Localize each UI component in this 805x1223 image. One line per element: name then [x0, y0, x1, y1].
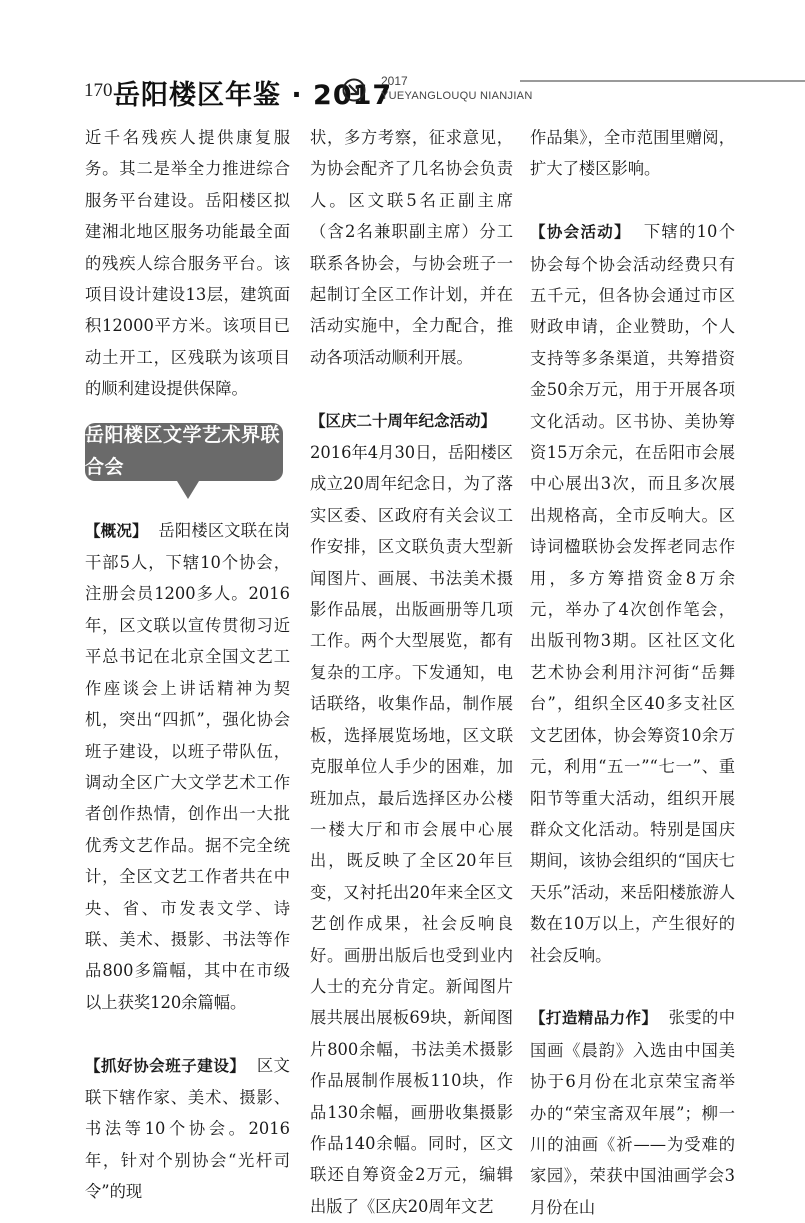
- column-1: [85, 122, 290, 1208]
- header-rule: [520, 80, 805, 82]
- page-header: [0, 68, 805, 112]
- heading-anniversary: 【区庆二十周年纪念活动】: [310, 411, 497, 430]
- heading-overview: 【概况】: [85, 521, 148, 540]
- paragraph-disability-service: 近千名残疾人提供康复服务。其二是举全力推进综合服务平台建设。岳阳楼区拟建湘北地区服务功能最全面的残疾人综合服务平台。该项目设计建设13层，建筑面积12000平方米。该项目已动土开工，区残联为该项目的顺利建设提供保障。: [85, 128, 290, 399]
- arrow-down-right-circle-icon: [342, 78, 366, 102]
- team-building-text: 区文联下辖作家、美术、摄影、书法等10个协会。2016年，针对个别协会“光杆司令”的现: [85, 1055, 290, 1202]
- paragraph-anniversary-cont: 作品集》，全市范围里赠阅，扩大了楼区影响。: [530, 128, 735, 179]
- header-year: 2017: [381, 74, 408, 88]
- paragraph-team-building-cont: 状，多方考察，征求意见，为协会配齐了几名协会负责人。区文联5名正副主席（含2名兼职副主席）分工联系各协会，与协会班子一起制订全区工作计划，并在活动实施中，全力配合，推动各项活动顺利开展。: [310, 128, 513, 367]
- header-pinyin: YUEYANGLOUQU NIANJIAN: [381, 90, 533, 102]
- heading-fine-works: 【打造精品力作】: [530, 1009, 658, 1028]
- heading-association-activities: 【协会活动】: [530, 223, 631, 242]
- section-banner-title: 岳阳楼区文学艺术界联合会: [85, 424, 281, 478]
- fine-works-text: 张雯的中国画《晨韵》入选由中国美协于6月份在北京荣宝斋举办的“荣宝斋双年展”；柳一川的油画《祈——为受难的家园》，荣获中国油画学会3月份在山: [530, 1008, 735, 1217]
- yearbook-title: 岳阳楼区年鉴 · 2017: [113, 80, 393, 111]
- column-3: [530, 122, 735, 1223]
- section-banner: [85, 423, 283, 481]
- heading-team-building: 【抓好协会班子建设】: [85, 1056, 246, 1075]
- paragraph-association-activities: [530, 216, 735, 971]
- page-number: 170: [84, 80, 113, 101]
- paragraph-anniversary: 2016年4月30日，岳阳楼区成立20周年纪念日，为了落实区委、区政府有关会议工作安排，区文联负责大型新闻图片、画展、书法美术摄影作品展，出版画册等几项工作。两个大型展览，都有复杂的工序。下发通知，电话联络，收集作品，制作展板，选择展览场地，区文联克服单位人手少的困难，加班加点，最后选择区办公楼一楼大厅和市会展中心展出，既反映了全区20年巨变，又衬托出20年来全区文艺创作成果，社会反响良好。画册出版后也受到业内人士的充分肯定。新闻图片展共展出展板69块，新闻图片800余幅，书法美术摄影作品展制作展板110块，作品130余幅，画册收集摄影作品140余幅。同时，区文联还自筹资金2万元，编辑出版了《区庆20周年文艺: [310, 443, 513, 1216]
- paragraph-fine-works: [530, 1002, 735, 1223]
- banner-pointer: [177, 481, 199, 499]
- paragraph-team-building: [85, 1050, 290, 1208]
- association-activities-text: 下辖的10个协会每个协会活动经费只有五千元，但各协会通过市区财政申请，企业赞助，个人支持等多条渠道，共筹措资金50余万元，用于开展各项文化活动。区书协、美协筹资15万余元，在岳阳市会展中心展出3次，而且多次展出规格高，全市反响大。区诗词楹联协会发挥老同志作用，多方筹措资金8万余元，举办了4次创作笔会，出版刊物3期。区社区文化艺术协会利用汴河街“岳舞台”，组织全区40多支社区文艺团体，协会筹资10余万元，利用“五一”“七一”、重阳节等重大活动，组织开展群众文化活动。特别是国庆期间，该协会组织的“国庆七天乐”活动，来岳阳楼旅游人数在10万以上，产生很好的社会反响。: [530, 222, 735, 965]
- paragraph-overview: [85, 515, 290, 1019]
- column-2: [310, 122, 513, 1222]
- overview-text: 岳阳楼区文联在岗干部5人，下辖10个协会，注册会员1200多人。2016年，区文联以宣传贯彻习近平总书记在北京全国文艺工作座谈会上讲话精神为契机，突出“四抓”，强化协会班子建设，以班子带队伍，调动全区广大文学艺术工作者创作热情，创作出一大批优秀文艺作品。据不完全统计，全区文艺工作者共在中央、省、市发表文学、诗联、美术、摄影、书法等作品800多篇幅，其中在市级以上获奖120余篇幅。: [85, 520, 290, 1012]
